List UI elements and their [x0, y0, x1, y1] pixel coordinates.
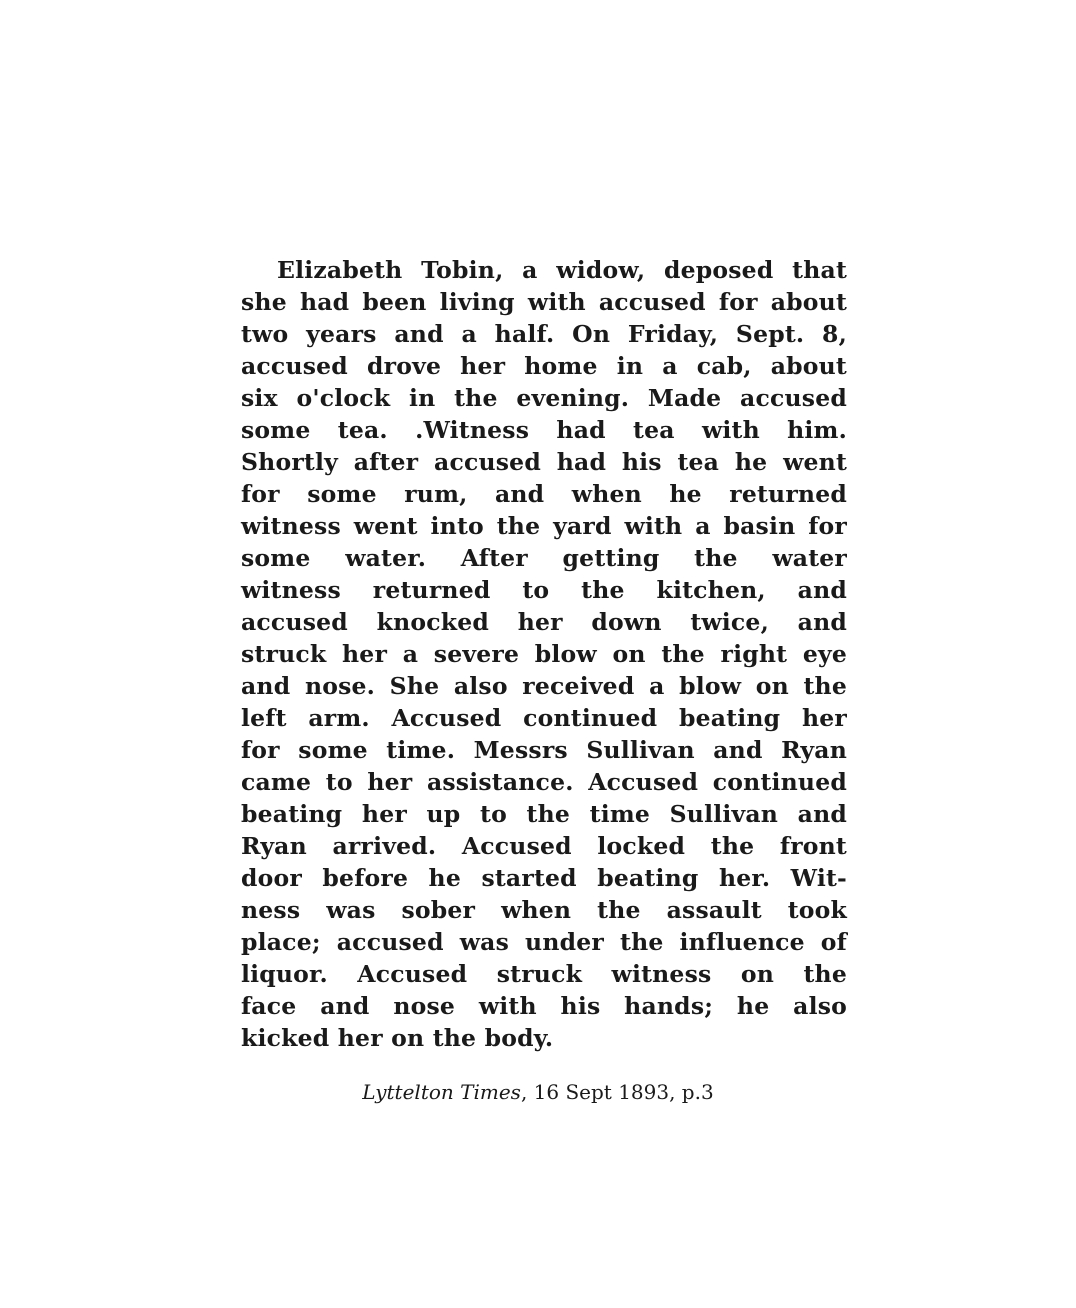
article-line: kicked her on the body. — [241, 1024, 554, 1052]
article-line: witness went into the yard with a basin for — [241, 512, 847, 540]
article-line: for some rum, and when he returned — [241, 480, 847, 508]
article-line: witness returned to the kitchen, and — [241, 576, 847, 604]
article-line: face and nose with his hands; he also — [241, 992, 847, 1020]
article-line: some tea. .Witness had tea with him. — [241, 416, 847, 444]
article-line: Ryan arrived. Accused locked the front — [241, 832, 847, 860]
article-line: Elizabeth Tobin, a widow, deposed that — [277, 256, 847, 284]
article-line: Shortly after accused had his tea he went — [241, 448, 847, 476]
article-line: came to her assistance. Accused continued — [241, 768, 847, 796]
article-line: door before he started beating her. Wit- — [241, 864, 847, 892]
article-line: six o'clock in the evening. Made accused — [241, 384, 847, 412]
article-line: accused knocked her down twice, and — [241, 608, 847, 636]
article-line: two years and a half. On Friday, Sept. 8, — [241, 320, 847, 348]
article-line: ness was sober when the assault took — [241, 896, 847, 924]
article-line: for some time. Messrs Sullivan and Ryan — [241, 736, 847, 764]
article-line: liquor. Accused struck witness on the — [241, 960, 847, 988]
article-line: beating her up to the time Sullivan and — [241, 800, 847, 828]
newspaper-clipping — [241, 254, 847, 1070]
article-line: left arm. Accused continued beating her — [241, 704, 847, 732]
source-citation — [0, 1080, 1076, 1104]
article-line: some water. After getting the water — [241, 544, 847, 572]
article-line: and nose. She also received a blow on the — [241, 672, 847, 700]
article-line: struck her a severe blow on the right eye — [241, 640, 847, 668]
citation-details: , 16 Sept 1893, p.3 — [520, 1080, 714, 1104]
article-line: she had been living with accused for about — [241, 288, 847, 316]
article-line: accused drove her home in a cab, about — [241, 352, 847, 380]
article-line: place; accused was under the influence of — [241, 928, 847, 956]
citation-publication: Lyttelton Times — [362, 1080, 521, 1104]
